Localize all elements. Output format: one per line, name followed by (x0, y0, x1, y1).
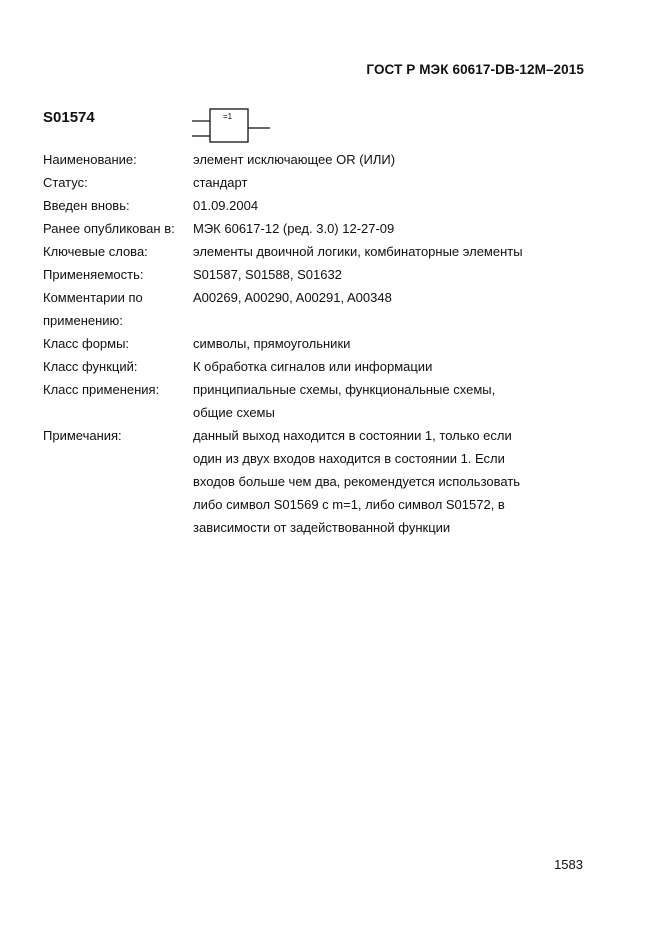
attribute-label-line: применению: (43, 313, 123, 328)
attribute-value (193, 217, 603, 240)
attribute-label-line: Ранее опубликован в: (43, 221, 175, 236)
attribute-label (43, 286, 193, 332)
attribute-value-line: стандарт (193, 175, 248, 190)
attribute-label-line: Наименование: (43, 152, 137, 167)
attribute-label (43, 424, 193, 539)
attribute-value (193, 286, 603, 332)
attribute-value-line: входов больше чем два, рекомендуется использовать (193, 474, 521, 489)
attribute-label (43, 332, 193, 355)
attribute-row (43, 378, 603, 424)
attribute-label-line: Комментарии по (43, 290, 143, 305)
attribute-label-line: Применяемость: (43, 267, 144, 282)
attribute-value-line: 01.09.2004 (193, 198, 259, 213)
attribute-value-line: элементы двоичной логики, комбинаторные элементы (193, 244, 523, 259)
attribute-row (43, 332, 603, 355)
attribute-value-line: один из двух входов находится в состоянии 1. Если (193, 451, 505, 466)
attribute-label-line: Класс формы: (43, 336, 130, 351)
attribute-label (43, 217, 193, 240)
attribute-row (43, 240, 603, 263)
attribute-label-line: Введен вновь: (43, 198, 130, 213)
attribute-value (193, 332, 603, 355)
attribute-value (193, 240, 603, 263)
page-number: 1583 (554, 857, 583, 872)
attribute-row (43, 194, 603, 217)
attribute-row (43, 148, 603, 171)
attribute-label-line: Класс применения: (43, 382, 160, 397)
attribute-value-line: принципиальные схемы, функциональные схемы, (193, 382, 496, 397)
symbol-code: S01574 (43, 109, 95, 126)
attribute-label (43, 378, 193, 424)
attribute-row (43, 424, 603, 539)
attribute-label (43, 355, 193, 378)
attribute-label (43, 263, 193, 286)
attribute-value (193, 171, 603, 194)
xor-gate-symbol (190, 108, 272, 144)
document-header: ГОСТ Р МЭК 60617-DB-12M–2015 (366, 62, 584, 77)
attribute-label-line: Статус: (43, 175, 88, 190)
attribute-value-line: общие схемы (193, 405, 275, 420)
attribute-value (193, 424, 603, 539)
attribute-value (193, 194, 603, 217)
attribute-label (43, 240, 193, 263)
attribute-table (43, 148, 603, 539)
attribute-label (43, 194, 193, 217)
attribute-value-line: данный выход находится в состоянии 1, только если (193, 428, 512, 443)
attribute-label (43, 171, 193, 194)
attribute-value (193, 263, 603, 286)
attribute-row (43, 217, 603, 240)
attribute-value-line: элемент исключающее OR (ИЛИ) (193, 152, 396, 167)
attribute-value (193, 378, 603, 424)
attribute-row (43, 355, 603, 378)
attribute-value-line: зависимости от задействованной функции (193, 520, 451, 535)
attribute-label-line: Примечания: (43, 428, 122, 443)
attribute-value-line: символы, прямоугольники (193, 336, 351, 351)
attribute-value-line: S01587, S01588, S01632 (193, 267, 342, 282)
attribute-label-line: Класс функций: (43, 359, 138, 374)
attribute-value (193, 148, 603, 171)
attribute-value-line: A00269, A00290, A00291, A00348 (193, 290, 392, 305)
attribute-row (43, 171, 603, 194)
attribute-row (43, 286, 603, 332)
attribute-label-line: Ключевые слова: (43, 244, 148, 259)
attribute-value-line: либо символ S01569 с m=1, либо символ S01572, в (193, 497, 505, 512)
attribute-value (193, 355, 603, 378)
attribute-value-line: К обработка сигналов или информации (193, 359, 433, 374)
gate-label: =1 (223, 112, 233, 121)
attribute-label (43, 148, 193, 171)
attribute-row (43, 263, 603, 286)
attribute-value-line: МЭК 60617-12 (ред. 3.0) 12-27-09 (193, 221, 395, 236)
